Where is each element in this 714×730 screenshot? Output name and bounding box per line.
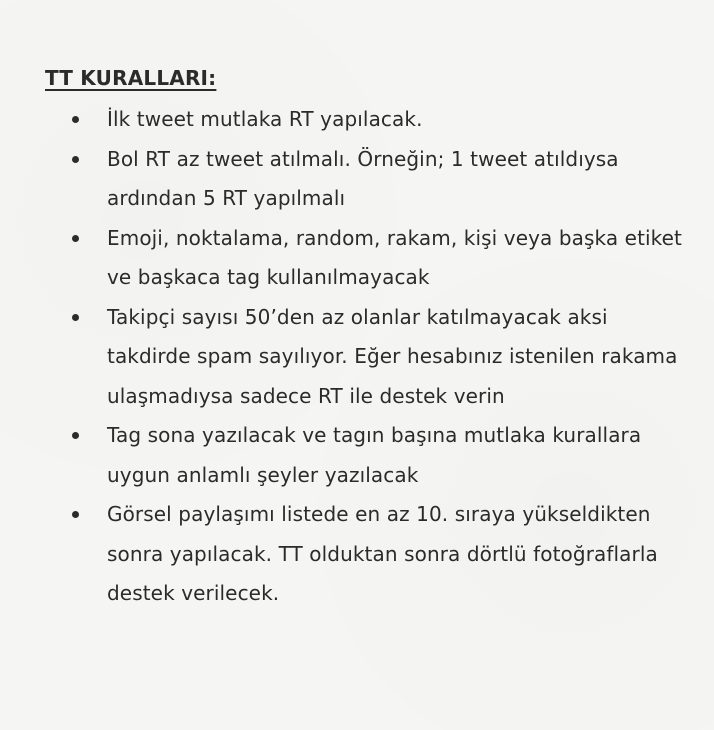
rule-item-4: Takipçi sayısı 50’den az olanlar katılmayacak aksi takdirde spam sayılıyor. Eğer hesabınız istenilen rakama ulaşmadıysa sadece RT ile destek verin xyxy=(45,298,685,417)
rule-item-3: Emoji, noktalama, random, rakam, kişi veya başka etiket ve başkaca tag kullanılmayacak xyxy=(45,219,685,298)
document-heading: TT KURALLARI: xyxy=(45,66,217,90)
rules-document xyxy=(45,62,685,614)
rule-item-1: İlk tweet mutlaka RT yapılacak. xyxy=(45,100,685,140)
rule-item-6: Görsel paylaşımı listede en az 10. sıraya yükseldikten sonra yapılacak. TT olduktan sonra dörtlü fotoğraflarla destek verilecek. xyxy=(45,495,685,614)
rules-list xyxy=(45,100,685,614)
rule-item-5: Tag sona yazılacak ve tagın başına mutlaka kurallara uygun anlamlı şeyler yazılacak xyxy=(45,416,685,495)
rule-item-2: Bol RT az tweet atılmalı. Örneğin; 1 tweet atıldıysa ardından 5 RT yapılmalı xyxy=(45,140,685,219)
